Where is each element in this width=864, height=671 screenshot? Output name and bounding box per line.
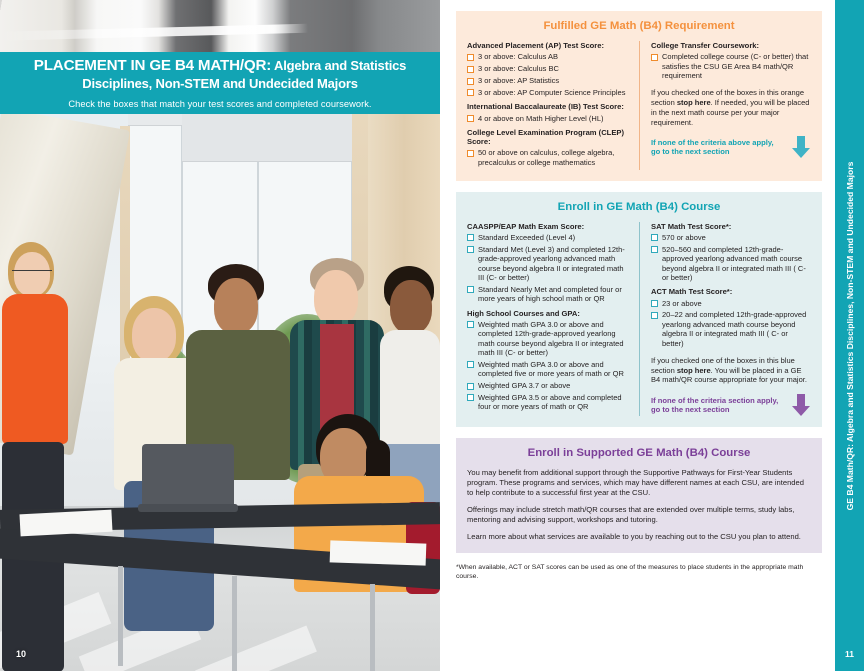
- checkbox[interactable]: [467, 394, 474, 401]
- note-suffix: . If needed, you will be placed in the next math course per your major requirement.: [651, 98, 810, 127]
- checkbox[interactable]: [651, 300, 658, 307]
- checkbox[interactable]: [467, 234, 474, 241]
- column-right: [639, 41, 811, 170]
- checkbox-label: 23 or above: [662, 298, 702, 308]
- checkbox-label: Standard Met (Level 3) and completed 12th-grade-approved yearlong advanced math course beyond algebra II or integrated math III (C- or better): [478, 244, 625, 282]
- checkbox-label: Standard Nearly Met and completed four or more years of high school math or QR: [478, 284, 622, 304]
- group-heading-clep: College Level Examination Program (CLEP) Score:: [467, 127, 624, 147]
- checkbox-label: 20–22 and completed 12th-grade-approved yearlong advanced math course beyond algebra II or integrated math III ( C- or better): [662, 310, 807, 348]
- checkbox-row[interactable]: [467, 64, 629, 73]
- checkbox-label: 3 or above: AP Statistics: [478, 76, 560, 85]
- section-title: Enroll in GE Math (B4) Course: [557, 200, 721, 213]
- note-bold: stop here: [676, 365, 711, 375]
- group-heading-transfer: College Transfer Coursework:: [651, 41, 760, 50]
- checkbox[interactable]: [467, 78, 474, 85]
- side-tab-label: GE B4 Math/QR: Algebra and Statistics Disciplines, Non-STEM and Undecided Majors: [844, 161, 855, 510]
- next-section-callout: [651, 394, 811, 416]
- paper-right: [330, 540, 427, 565]
- checkbox[interactable]: [467, 286, 474, 293]
- head: [132, 308, 176, 362]
- checkbox-label: 520–560 and completed 12th-grade-approved yearlong advanced math course beyond algebra II or integrated math III ( C- or better): [662, 244, 806, 282]
- checkbox-label: Weighted math GPA 3.0 or above and completed 12th-grade-approved yearlong math course beyond algebra II or integrated math III (C- or better): [478, 319, 624, 357]
- page-title: [14, 57, 426, 93]
- section-note: [651, 356, 811, 385]
- table-leg-3: [370, 584, 375, 671]
- laptop-base: [138, 504, 238, 512]
- next-section-text: If none of the criteria section apply, go to the next section: [651, 395, 779, 415]
- laptop-screen: [142, 444, 234, 506]
- section-columns: [467, 41, 811, 170]
- section-title: Fulfilled GE Math (B4) Requirement: [543, 20, 735, 32]
- checkbox-row[interactable]: [651, 233, 811, 242]
- person-left-woman: [2, 242, 74, 671]
- checkbox-row[interactable]: [651, 299, 811, 308]
- group-heading-caaspp: CAASPP/EAP Math Exam Score:: [467, 221, 585, 231]
- page-title-strong: PLACEMENT IN GE B4 MATH/QR:: [33, 57, 272, 75]
- table-leg-2: [232, 576, 237, 671]
- column-left: [467, 222, 639, 417]
- checkbox-row[interactable]: [467, 76, 629, 85]
- head: [390, 280, 432, 334]
- checkbox[interactable]: [467, 150, 474, 157]
- group-heading-act: ACT Math Test Score*:: [651, 287, 733, 297]
- checkbox-row[interactable]: [467, 233, 629, 242]
- page-banner: [0, 52, 440, 114]
- group-heading-ap: Advanced Placement (AP) Test Score:: [467, 41, 605, 50]
- note-bold: stop here: [676, 98, 711, 108]
- column-right: [639, 222, 811, 417]
- checkbox-row[interactable]: [467, 52, 629, 61]
- head: [314, 270, 358, 326]
- checkbox-label: 3 or above: AP Computer Science Principles: [478, 87, 626, 97]
- checkbox-row[interactable]: [467, 360, 629, 379]
- section-supported: [456, 438, 822, 553]
- checkbox-label: 4 or above on Math Higher Level (HL): [478, 113, 604, 123]
- checkbox-row[interactable]: [651, 245, 811, 283]
- left-page-number: 10: [16, 649, 27, 659]
- checkbox-label: 3 or above: Calculus AB: [478, 52, 559, 62]
- note-suffix: . You will be placed in a GE B4 math/QR course appropriate for your major.: [651, 365, 807, 385]
- checkbox-label: 50 or above on calculus, college algebra, precalculus or college mathematics: [478, 148, 615, 167]
- footnote: *When available, ACT or SAT scores can be used as one of the measures to place students in the appropriate math course.: [456, 564, 804, 581]
- checkbox[interactable]: [467, 246, 474, 253]
- checkbox[interactable]: [651, 54, 658, 61]
- down-arrow-icon: [791, 136, 811, 158]
- checkbox-row[interactable]: [467, 88, 629, 97]
- checkbox[interactable]: [651, 312, 658, 319]
- note-prefix: If you checked one of the boxes in this blue section: [651, 355, 795, 375]
- checkbox[interactable]: [467, 115, 474, 122]
- checkbox-row[interactable]: [467, 148, 629, 167]
- checkbox-row[interactable]: [467, 393, 629, 412]
- supported-paragraph: Offerings may include stretch math/QR courses that are extended over multiple terms, study labs, mentoring and advising support, workshops and tutoring.: [467, 505, 795, 525]
- page-title-rest: Algebra and Statistics Disciplines, Non-STEM and Undecided Majors: [82, 58, 407, 91]
- classroom-photo: [0, 114, 440, 671]
- checkbox-label: 570 or above: [662, 232, 706, 242]
- right-page: [440, 0, 864, 671]
- group-heading-ib: International Baccalaureate (IB) Test Score:: [467, 102, 624, 112]
- head: [214, 278, 258, 334]
- checkbox[interactable]: [467, 321, 474, 328]
- checkbox-row[interactable]: [467, 114, 629, 123]
- checkbox-row[interactable]: [467, 245, 629, 283]
- checkbox-row[interactable]: [651, 310, 811, 348]
- group-heading-sat: SAT Math Test Score*:: [651, 221, 732, 231]
- next-section-callout: [651, 136, 811, 158]
- checkbox[interactable]: [467, 383, 474, 390]
- right-page-number: 11: [845, 649, 854, 659]
- window-shade-b: [182, 114, 352, 162]
- checkbox-label: Weighted GPA 3.7 or above: [478, 381, 571, 390]
- down-arrow-icon: [791, 394, 811, 416]
- checkbox-label: Weighted GPA 3.5 or above and completed four or more years of math or QR: [478, 392, 622, 412]
- checkbox[interactable]: [651, 246, 658, 253]
- supported-paragraph: Learn more about what services are available to you by reaching out to the CSU you plan to attend.: [467, 532, 801, 542]
- checkbox-label: Completed college course (C- or better) that satisfies the CSU GE Area B4 math/QR requirement: [662, 52, 809, 80]
- side-tab: [835, 0, 864, 671]
- checkbox-label: 3 or above: Calculus BC: [478, 64, 559, 74]
- supported-body: [467, 468, 811, 542]
- checkbox-row[interactable]: [467, 320, 629, 358]
- checkbox-label: Standard Exceeded (Level 4): [478, 232, 576, 242]
- checkbox[interactable]: [467, 54, 474, 61]
- checkbox[interactable]: [467, 361, 474, 368]
- page-tagline: Check the boxes that match your test scores and completed coursework.: [68, 98, 372, 109]
- ceiling-photo-strip: [0, 0, 440, 52]
- next-section-text: If none of the criteria above apply, go to the next section: [651, 137, 774, 157]
- supported-paragraph: You may benefit from additional support through the Supportive Pathways for First-Year Students program. These programs and services, which may have different names at each CSU, are intended to help contribute to a successful first year at the CSU.: [467, 468, 804, 498]
- checkbox-row[interactable]: [467, 285, 629, 304]
- checkbox-label: Weighted math GPA 3.0 or above and completed five or more years of math or QR: [478, 359, 624, 379]
- note-prefix: If you checked one of the boxes in this orange section: [651, 88, 805, 108]
- checkbox[interactable]: [467, 66, 474, 73]
- torso: [2, 294, 68, 444]
- section-columns: [467, 222, 811, 417]
- checkbox[interactable]: [467, 89, 474, 96]
- section-note: [651, 88, 811, 127]
- section-enroll: [456, 192, 822, 428]
- section-fulfilled: [456, 11, 822, 181]
- table-leg-1: [118, 566, 123, 666]
- checkbox-row[interactable]: [467, 381, 629, 390]
- group-heading-hs-gpa: High School Courses and GPA:: [467, 308, 580, 318]
- section-title: Enroll in Supported GE Math (B4) Course: [527, 447, 751, 460]
- glasses: [12, 270, 52, 276]
- column-left: [467, 41, 639, 170]
- checkbox-row[interactable]: [651, 52, 811, 80]
- checkbox[interactable]: [651, 234, 658, 241]
